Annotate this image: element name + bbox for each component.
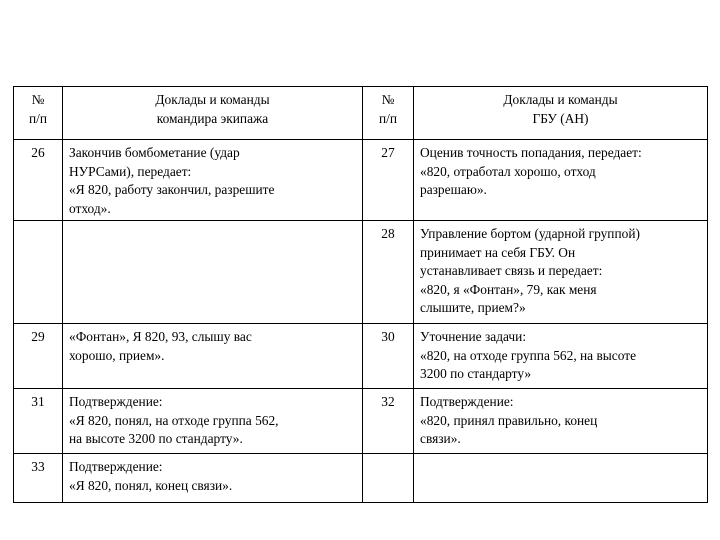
message-line: Уточнение задачи: (420, 329, 527, 344)
message-line: Подтверждение: (420, 394, 514, 409)
header-text-line: Доклады и команды (155, 92, 270, 107)
row-number-right: 30 (363, 324, 414, 389)
message-line: принимает на себя ГБУ. Он (420, 244, 576, 260)
gbu-message (414, 324, 708, 389)
message-line: связи». (420, 431, 461, 446)
row-number-right: 27 (363, 140, 414, 221)
crew-message (63, 389, 363, 454)
message-line: «820, принял правильно, конец (420, 412, 598, 428)
header-text-line: Доклады и команды (503, 92, 618, 107)
table-row (14, 389, 708, 454)
header-gbu (414, 87, 708, 140)
crew-message (63, 454, 363, 503)
message-line: на высоте 3200 по стандарту». (69, 431, 243, 446)
message-line: разрешаю». (420, 182, 487, 197)
message-line: «820, на отходе группа 562, на высоте (420, 347, 637, 363)
table-row (14, 324, 708, 389)
crew-message (63, 324, 363, 389)
row-number-left (14, 221, 63, 324)
message-line: Подтверждение: (69, 459, 163, 474)
radio-exchange-table (13, 86, 708, 503)
table-row (14, 221, 708, 324)
header-text-line: ГБУ (АН) (532, 110, 589, 126)
table-row (14, 454, 708, 503)
message-line: отход». (69, 200, 111, 216)
message-line: «Я 820, понял, на отходе группа 562, (69, 412, 279, 428)
message-line: Оценив точность попадания, передает: (420, 145, 642, 160)
message-line: Подтверждение: (69, 394, 163, 409)
header-number-left (14, 87, 63, 140)
gbu-message (414, 389, 708, 454)
message-line: «820, отработал хорошо, отход (420, 163, 596, 179)
header-number-right (363, 87, 414, 140)
message-line: «Я 820, понял, конец связи». (69, 477, 233, 493)
header-text-line: командира экипажа (156, 110, 269, 126)
header-text-line: № (381, 92, 395, 107)
row-number-left: 33 (14, 454, 63, 503)
message-line: устанавливает связь и передает: (420, 263, 603, 278)
crew-message (63, 221, 363, 324)
message-line: «Фонтан», Я 820, 93, слышу вас (69, 329, 252, 344)
gbu-message (414, 140, 708, 221)
header-text-line: п/п (378, 110, 398, 126)
header-text-line: № (31, 92, 45, 107)
table-row (14, 140, 708, 221)
message-line: «820, я «Фонтан», 79, как меня (420, 281, 597, 297)
row-number-left: 29 (14, 324, 63, 389)
row-number-right: 32 (363, 389, 414, 454)
gbu-message (414, 221, 708, 324)
header-text-line: п/п (28, 110, 48, 126)
message-line: слышите, прием?» (420, 300, 526, 315)
crew-message (63, 140, 363, 221)
message-line: НУРСами), передает: (69, 163, 192, 179)
message-line: «Я 820, работу закончил, разрешите (69, 182, 275, 197)
row-number-left: 26 (14, 140, 63, 221)
table-header-row (14, 87, 708, 140)
row-number-right (363, 454, 414, 503)
message-line: 3200 по стандарту» (420, 366, 532, 381)
message-line: Закончив бомбометание (удар (69, 145, 240, 160)
row-number-left: 31 (14, 389, 63, 454)
row-number-right: 28 (363, 221, 414, 324)
header-crew-commander (63, 87, 363, 140)
message-line: Управление бортом (ударной группой) (420, 226, 640, 241)
message-line: хорошо, прием». (69, 347, 165, 363)
gbu-message (414, 454, 708, 503)
